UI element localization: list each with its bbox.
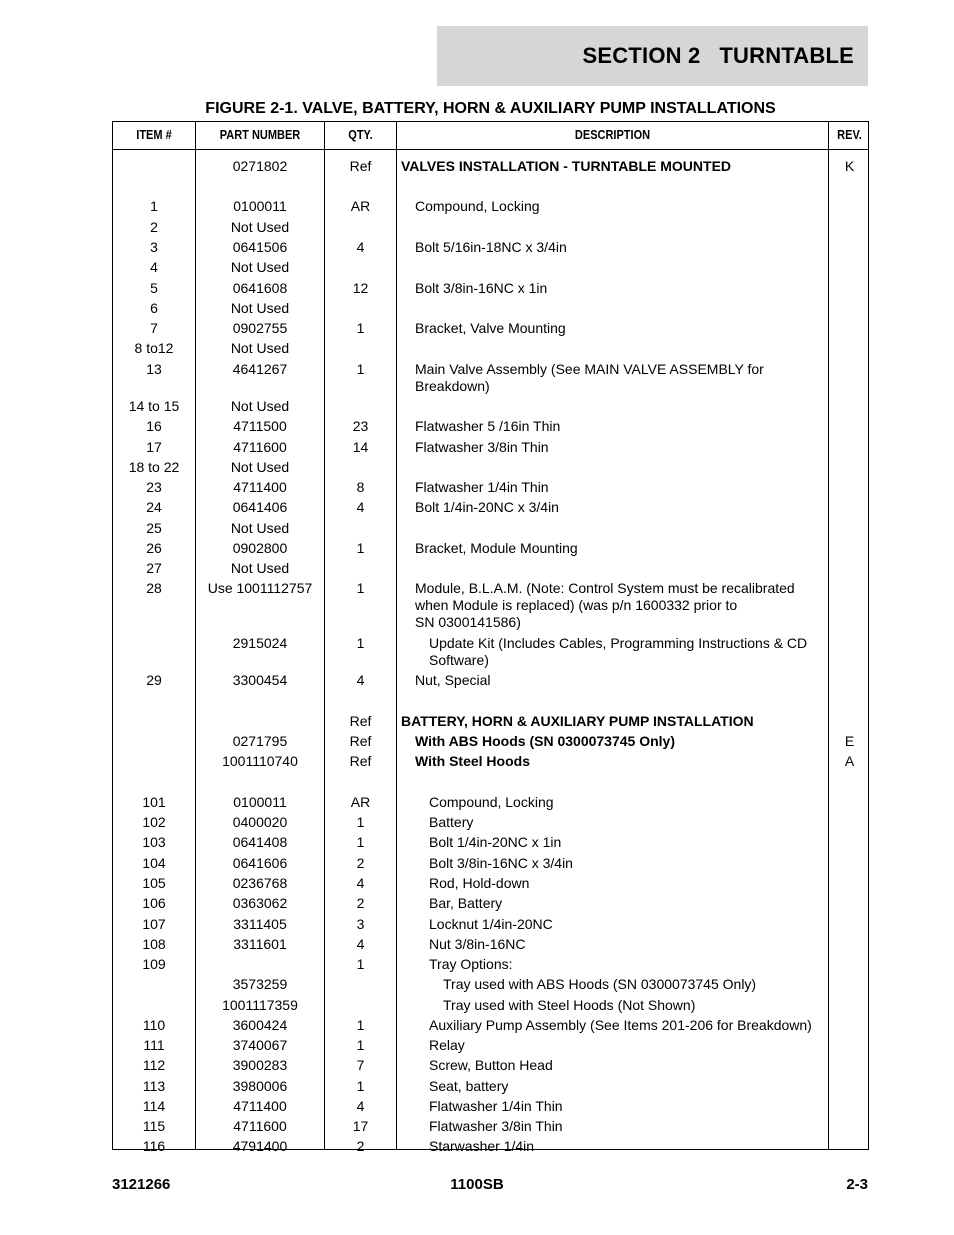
- description-line: Main Valve Assembly (See MAIN VALVE ASSEMBLY for: [415, 361, 764, 377]
- description: [401, 158, 829, 175]
- part-number: 4791400: [232, 1138, 288, 1154]
- item-number: 23: [146, 479, 162, 495]
- part-number: 3573259: [232, 976, 288, 992]
- part-number: 4711500: [233, 418, 287, 434]
- item-number: 113: [142, 1078, 166, 1094]
- item-number: 108: [142, 936, 166, 952]
- description-line: Screw, Button Head: [429, 1057, 553, 1073]
- part-number: Not Used: [230, 520, 290, 536]
- item-number: 14 to 15: [128, 398, 180, 414]
- description: [401, 753, 843, 770]
- description: [401, 540, 843, 557]
- quantity: 1: [356, 956, 365, 972]
- description-line: Bracket, Module Mounting: [415, 540, 578, 556]
- quantity: 1: [356, 635, 365, 651]
- part-number: 0641608: [232, 280, 288, 296]
- description: [401, 1017, 857, 1034]
- description-line: With Steel Hoods: [415, 753, 530, 769]
- item-number: 114: [142, 1098, 166, 1114]
- description-line: With ABS Hoods (SN 0300073745 Only): [415, 733, 675, 749]
- quantity: Ref: [349, 733, 372, 749]
- description-line: Flatwasher 1/4in Thin: [415, 479, 549, 495]
- item-number: 16: [146, 418, 162, 434]
- description: [401, 713, 829, 730]
- part-number: 1001117359: [222, 997, 298, 1013]
- part-number: 2915024: [232, 635, 288, 651]
- part-number: 0641408: [232, 834, 288, 850]
- column-header-item: ITEM #: [136, 128, 172, 142]
- item-number: 17: [146, 439, 162, 455]
- quantity: 2: [356, 895, 365, 911]
- description-line: when Module is replaced) (was p/n 1600332 prior to: [415, 597, 738, 613]
- item-number: 25: [146, 520, 162, 536]
- quantity: 14: [352, 439, 369, 455]
- quantity: Ref: [349, 713, 372, 729]
- description-line: Compound, Locking: [415, 198, 540, 214]
- part-number: 0902755: [232, 320, 288, 336]
- part-number: 1001110740: [222, 753, 298, 769]
- item-number: 2: [150, 219, 158, 235]
- part-number: 4711600: [233, 439, 287, 455]
- part-number: Not Used: [230, 300, 290, 316]
- description-line: Module, B.L.A.M. (Note: Control System must be recalibrated: [415, 580, 795, 596]
- item-number: 7: [150, 320, 158, 336]
- quantity: 4: [356, 875, 365, 891]
- description-line: Compound, Locking: [429, 794, 554, 810]
- part-number: 0236768: [232, 875, 288, 891]
- quantity: Ref: [349, 753, 372, 769]
- quantity: 1: [356, 814, 365, 830]
- part-number: Not Used: [230, 219, 290, 235]
- column-header-part-number: PART NUMBER: [219, 128, 301, 142]
- description-line: Starwasher 1/4in: [429, 1138, 535, 1154]
- description-line: Seat, battery: [429, 1078, 509, 1094]
- item-number: 6: [150, 300, 158, 316]
- part-number: 0902800: [232, 540, 288, 556]
- figure-title: FIGURE 2-1. VALVE, BATTERY, HORN & AUXILIARY PUMP INSTALLATIONS: [205, 100, 776, 117]
- description: [401, 1118, 857, 1135]
- description: [401, 834, 857, 851]
- description-line: Tray Options:: [429, 956, 513, 972]
- quantity: 4: [356, 1098, 365, 1114]
- quantity: 1: [356, 320, 365, 336]
- part-number: 0400020: [232, 814, 288, 830]
- item-number: 116: [142, 1138, 166, 1154]
- item-number: 103: [142, 834, 166, 850]
- part-number: 0641606: [232, 855, 288, 871]
- item-number: 4: [150, 259, 158, 275]
- description-line: Relay: [429, 1037, 465, 1053]
- description: [401, 479, 843, 496]
- part-number: 3740067: [232, 1037, 288, 1053]
- footer-doc-number: 3121266: [112, 1176, 171, 1193]
- description: [401, 361, 843, 395]
- description: [401, 635, 857, 669]
- part-number: 0641406: [232, 499, 288, 515]
- item-number: 107: [142, 916, 166, 932]
- description-line: Bolt 3/8in-16NC x 1in: [415, 280, 548, 296]
- quantity: Ref: [349, 158, 372, 174]
- description: [401, 956, 857, 973]
- quantity: 4: [356, 672, 365, 688]
- part-number: Not Used: [230, 259, 290, 275]
- description-line: VALVES INSTALLATION - TURNTABLE MOUNTED: [401, 158, 732, 174]
- part-number: 0641506: [232, 239, 288, 255]
- part-number: 3900283: [232, 1057, 288, 1073]
- item-number: 18 to 22: [128, 459, 180, 475]
- quantity: 1: [356, 1017, 365, 1033]
- quantity: 2: [356, 1138, 365, 1154]
- revision: A: [844, 753, 855, 769]
- quantity: 1: [356, 361, 365, 377]
- quantity: 4: [356, 239, 365, 255]
- quantity: 4: [356, 936, 365, 952]
- quantity: 1: [356, 1037, 365, 1053]
- description-line: Bolt 3/8in-16NC x 3/4in: [429, 855, 573, 871]
- quantity: 4: [356, 499, 365, 515]
- description-line: BATTERY, HORN & AUXILIARY PUMP INSTALLATION: [401, 713, 754, 729]
- description: [401, 439, 843, 456]
- quantity: 1: [356, 1078, 365, 1094]
- description: [401, 794, 857, 811]
- item-number: 28: [146, 580, 162, 596]
- description: [401, 875, 857, 892]
- quantity: AR: [350, 198, 371, 214]
- description-line: Auxiliary Pump Assembly (See Items 201-206 for Breakdown): [429, 1017, 812, 1033]
- description: [401, 936, 857, 953]
- item-number: 110: [142, 1017, 166, 1033]
- description: [401, 499, 843, 516]
- part-number: 4711400: [233, 1098, 287, 1114]
- column-header-qty: QTY.: [348, 128, 373, 142]
- item-number: 106: [142, 895, 166, 911]
- description: [401, 1037, 857, 1054]
- quantity: 1: [356, 580, 365, 596]
- description: [401, 672, 843, 689]
- description: [401, 1078, 857, 1095]
- description: [401, 976, 871, 993]
- item-number: 1: [150, 198, 158, 214]
- item-number: 115: [142, 1118, 166, 1134]
- quantity: 23: [352, 418, 369, 434]
- description-line: Flatwasher 3/8in Thin: [415, 439, 549, 455]
- item-number: 101: [142, 794, 166, 810]
- description-line: Software): [429, 652, 489, 668]
- quantity: 3: [356, 916, 365, 932]
- part-number: 3300454: [232, 672, 288, 688]
- item-number: 27: [146, 560, 162, 576]
- description: [401, 1138, 857, 1155]
- part-number: 0271795: [232, 733, 288, 749]
- section-title: SECTION 2 TURNTABLE: [582, 43, 854, 68]
- column-header-rev: REV.: [837, 128, 862, 142]
- item-number: 104: [142, 855, 166, 871]
- part-number: Use 1001112757: [207, 580, 313, 596]
- footer-model: 1100SB: [450, 1176, 504, 1193]
- description: [401, 320, 843, 337]
- description-line: Tray used with Steel Hoods (Not Shown): [443, 997, 696, 1013]
- item-number: 109: [142, 956, 166, 972]
- description-line: Update Kit (Includes Cables, Programming Instructions & CD: [429, 635, 808, 651]
- item-number: 105: [142, 875, 166, 891]
- part-number: 4641267: [232, 361, 288, 377]
- description-line: Tray used with ABS Hoods (SN 0300073745 Only): [443, 976, 757, 992]
- part-number: 3980006: [232, 1078, 288, 1094]
- table-body: [113, 149, 868, 1154]
- description: [401, 580, 843, 631]
- item-number: 112: [142, 1057, 166, 1073]
- part-number: 3311601: [233, 936, 287, 952]
- item-number: 29: [146, 672, 162, 688]
- item-number: 24: [146, 499, 162, 515]
- part-number: 4711600: [233, 1118, 287, 1134]
- description-line: Battery: [429, 814, 474, 830]
- item-number: 111: [143, 1037, 165, 1053]
- part-number: Not Used: [230, 560, 290, 576]
- part-number: 3600424: [232, 1017, 288, 1033]
- item-number: 102: [142, 814, 166, 830]
- description: [401, 733, 843, 750]
- revision: K: [844, 158, 855, 174]
- part-number: Not Used: [230, 340, 290, 356]
- column-header-description: DESCRIPTION: [574, 128, 651, 142]
- part-number: Not Used: [230, 398, 290, 414]
- item-number: 26: [146, 540, 162, 556]
- description-line: Locknut 1/4in-20NC: [429, 916, 553, 932]
- description: [401, 855, 857, 872]
- part-number: 0363062: [232, 895, 288, 911]
- description: [401, 1057, 857, 1074]
- description: [401, 418, 843, 435]
- description: [401, 280, 843, 297]
- item-number: 8 to12: [134, 340, 174, 356]
- section-header: [437, 26, 868, 86]
- description-line: Nut, Special: [415, 672, 491, 688]
- parts-table: [112, 121, 869, 1154]
- item-number: 5: [150, 280, 158, 296]
- description-line: Bracket, Valve Mounting: [415, 320, 566, 336]
- part-number: 4711400: [233, 479, 287, 495]
- quantity: 2: [356, 855, 365, 871]
- part-number: 0271802: [232, 158, 288, 174]
- quantity: 7: [356, 1057, 365, 1073]
- description: [401, 814, 857, 831]
- description-line: Bolt 1/4in-20NC x 1in: [429, 834, 562, 850]
- quantity: 1: [356, 834, 365, 850]
- description: [401, 1098, 857, 1115]
- quantity: 1: [356, 540, 365, 556]
- quantity: 12: [352, 280, 369, 296]
- item-number: 3: [150, 239, 158, 255]
- description-line: Bar, Battery: [429, 895, 503, 911]
- footer-page-number: 2-3: [846, 1176, 868, 1193]
- description-line: SN 0300141586): [415, 614, 521, 630]
- description-line: Breakdown): [415, 378, 490, 394]
- table-header: [113, 122, 868, 150]
- description-line: Bolt 1/4in-20NC x 3/4in: [415, 499, 559, 515]
- part-number: Not Used: [230, 459, 290, 475]
- part-number: 3311405: [233, 916, 287, 932]
- description: [401, 916, 857, 933]
- quantity: AR: [350, 794, 371, 810]
- description-line: Nut 3/8in-16NC: [429, 936, 526, 952]
- quantity: 17: [352, 1118, 369, 1134]
- description-line: Flatwasher 1/4in Thin: [429, 1098, 563, 1114]
- quantity: 8: [356, 479, 365, 495]
- part-number: 0100011: [233, 794, 287, 810]
- part-number: 0100011: [233, 198, 287, 214]
- revision: E: [844, 733, 855, 749]
- item-number: 13: [146, 361, 162, 377]
- description-line: Bolt 5/16in-18NC x 3/4in: [415, 239, 567, 255]
- description: [401, 198, 843, 215]
- description: [401, 997, 871, 1014]
- description-line: Flatwasher 3/8in Thin: [429, 1118, 563, 1134]
- description-line: Flatwasher 5 /16in Thin: [415, 418, 561, 434]
- description: [401, 239, 843, 256]
- description: [401, 895, 857, 912]
- description-line: Rod, Hold-down: [429, 875, 530, 891]
